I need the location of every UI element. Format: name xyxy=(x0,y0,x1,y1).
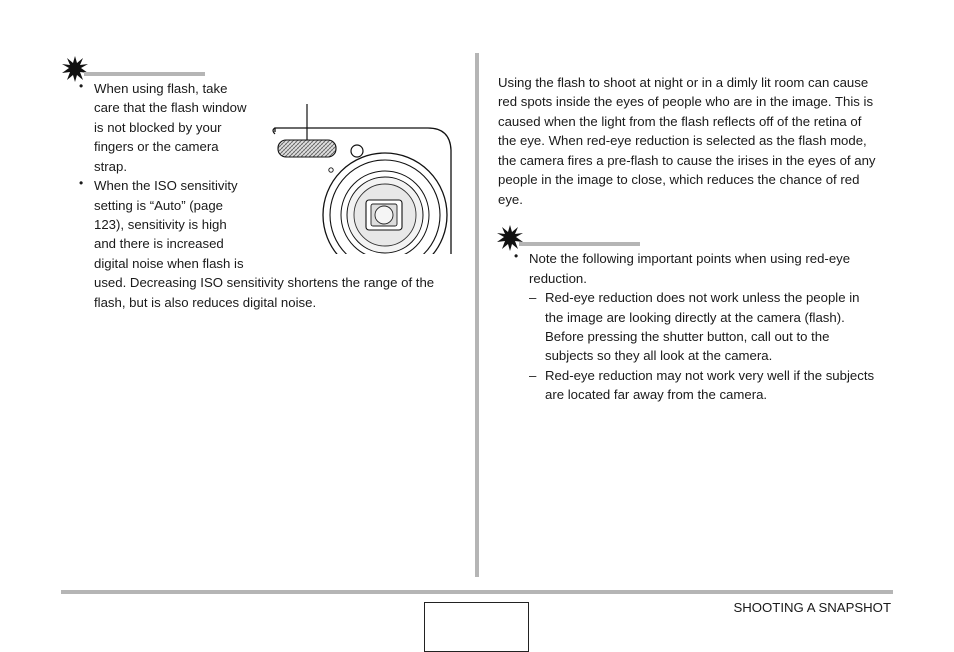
sub-item-dash-2: – xyxy=(529,368,537,383)
text-line: subjects so they all look at the camera. xyxy=(545,348,773,363)
text-line: Using the flash to shoot at night or in a dimly lit room can cause xyxy=(498,75,869,90)
right-bullet-dot: • xyxy=(514,249,519,263)
text-line: eye. xyxy=(498,192,523,207)
text-line: care that the flash window xyxy=(94,100,247,115)
text-line: flash, but is also reduces digital noise. xyxy=(94,295,317,310)
important-icon-right xyxy=(497,225,523,251)
text-line: used. Decreasing ISO sensitivity shortens the range of the xyxy=(94,275,435,290)
section-title: SHOOTING A SNAPSHOT xyxy=(733,600,891,615)
text-line: people in the image to close, which reduces the chance of red xyxy=(498,172,860,187)
text-line: Red-eye reduction does not work unless the people in xyxy=(545,290,860,305)
important-icon-left xyxy=(62,56,88,82)
text-line: setting is “Auto” (page xyxy=(94,198,224,213)
text-line: the camera fires a pre-flash to cause the irises in the eyes of any xyxy=(498,153,876,168)
camera-illustration xyxy=(270,100,460,260)
text-line: the image are looking directly at the camera (flash). xyxy=(545,310,845,325)
text-line: digital noise when flash is xyxy=(94,256,244,271)
text-line: and there is increased xyxy=(94,236,224,251)
text-line: the eye. When red-eye reduction is selected as the flash mode, xyxy=(498,133,867,148)
sub-item-dash-1: – xyxy=(529,290,537,305)
note-rule-right xyxy=(519,242,640,246)
text-line: Red-eye reduction may not work very well if the subjects xyxy=(545,368,875,383)
text-line: are located far away from the camera. xyxy=(545,387,768,402)
text-line: Before pressing the shutter button, call out to the xyxy=(545,329,830,344)
footer-rule xyxy=(61,590,893,594)
text-line: red spots inside the eyes of people who are in the image. This is xyxy=(498,94,874,109)
text-line: fingers or the camera xyxy=(94,139,219,154)
left-bullet-dot-1: • xyxy=(79,79,84,93)
text-line: is not blocked by your xyxy=(94,120,222,135)
text-line: caused when the light from the flash reflects off of the retina of xyxy=(498,114,862,129)
left-bullet-dot-2: • xyxy=(79,176,84,190)
text-line: Note the following important points when using red-eye xyxy=(529,251,851,266)
text-line: strap. xyxy=(94,159,127,174)
column-divider xyxy=(475,53,479,577)
note-rule-left xyxy=(84,72,205,76)
page-number-box xyxy=(424,602,529,652)
text-line: reduction. xyxy=(529,271,587,286)
text-line: 123), sensitivity is high xyxy=(94,217,227,232)
text-line: When using flash, take xyxy=(94,81,228,96)
text-line: When the ISO sensitivity xyxy=(94,178,238,193)
